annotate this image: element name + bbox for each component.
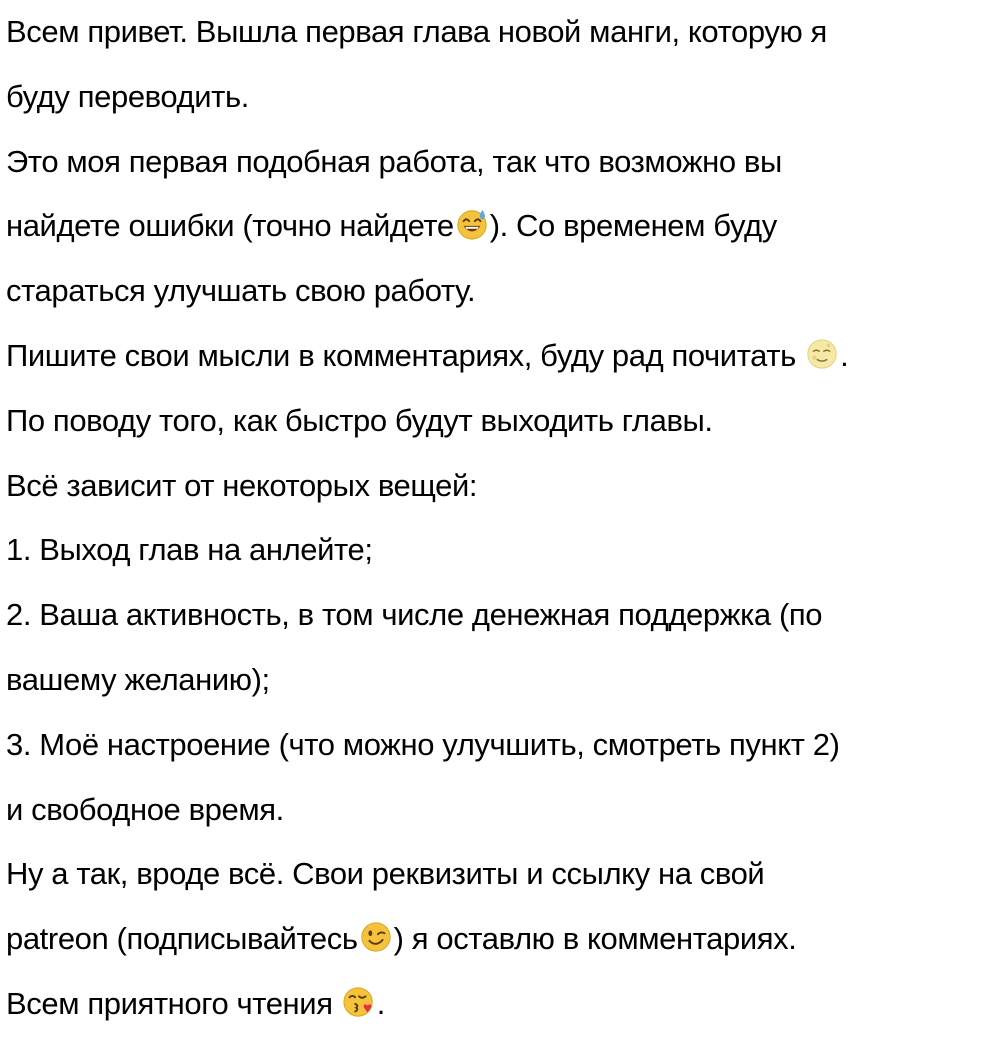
text-line bbox=[6, 778, 996, 843]
text-line bbox=[6, 194, 996, 259]
text-segment: стараться улучшать свою работу. bbox=[6, 273, 476, 309]
text-segment: 1. Выход глав на анлейте; bbox=[6, 532, 373, 568]
text-segment: вашему желанию); bbox=[6, 661, 270, 697]
sweat-smile-emoji-icon bbox=[455, 207, 489, 241]
winking-face-emoji-icon bbox=[359, 920, 393, 954]
text-line bbox=[6, 259, 996, 324]
text-line bbox=[6, 518, 996, 583]
text-segment: Пишите свои мысли в комментариях, буду рад почитать bbox=[6, 337, 805, 373]
text-line bbox=[6, 0, 996, 65]
text-line bbox=[6, 389, 996, 454]
text-line bbox=[6, 130, 996, 195]
text-segment: Всем приятного чтения bbox=[6, 985, 341, 1021]
text-line bbox=[6, 972, 996, 1037]
face-blowing-kiss-emoji-icon bbox=[342, 985, 376, 1019]
text-segment: и свободное время. bbox=[6, 791, 284, 827]
text-line bbox=[6, 583, 996, 648]
text-line bbox=[6, 713, 996, 778]
text-line bbox=[6, 454, 996, 519]
text-segment: буду переводить. bbox=[6, 78, 249, 114]
text-line bbox=[6, 907, 996, 972]
text-line bbox=[6, 324, 996, 389]
text-segment: По поводу того, как быстро будут выходить главы. bbox=[6, 402, 713, 438]
text-segment: . bbox=[376, 985, 386, 1021]
text-line bbox=[6, 65, 996, 130]
text-segment: ) я оставлю в комментариях. bbox=[393, 921, 797, 957]
text-segment: Это моя первая подобная работа, так что возможно вы bbox=[6, 143, 782, 179]
text-segment: . bbox=[840, 337, 849, 373]
text-segment: 2. Ваша активность, в том числе денежная поддержка (по bbox=[6, 597, 823, 633]
text-segment: Всем привет. Вышла первая глава новой манги, которую я bbox=[6, 14, 827, 49]
text-segment: ). Со временем буду bbox=[489, 208, 777, 244]
text-segment: Всё зависит от некоторых вещей: bbox=[6, 467, 478, 503]
text-segment: 3. Моё настроение (что можно улучшить, смотреть пункт 2) bbox=[6, 726, 840, 762]
text-segment: Ну а так, вроде всё. Свои реквизиты и ссылку на свой bbox=[6, 856, 765, 892]
text-line bbox=[6, 842, 996, 907]
text-segment: найдете ошибки (точно найдете bbox=[6, 208, 454, 244]
text-line bbox=[6, 648, 996, 713]
post-text bbox=[6, 0, 996, 1037]
text-segment: patreon (подписывайтесь bbox=[6, 921, 358, 957]
full-moon-face-emoji-icon bbox=[805, 337, 839, 371]
